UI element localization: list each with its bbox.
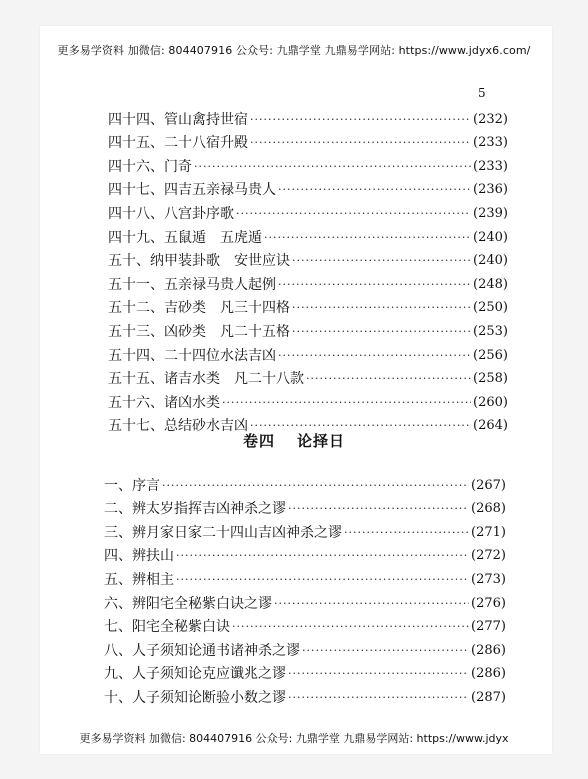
toc-entry-title: 辨阳宅全秘紫白诀之谬: [132, 595, 272, 612]
toc-leader-dots: [344, 525, 469, 541]
toc-entry-page: (239): [473, 205, 508, 221]
toc-entry-title: 凶砂类 凡二十五格: [164, 323, 290, 340]
toc-entry[interactable]: [104, 659, 506, 683]
toc-entry-page: (236): [473, 182, 508, 198]
toc-entry-title: 辨太岁指挥吉凶神杀之谬: [132, 501, 286, 518]
toc-entry-page: (286): [471, 666, 506, 682]
toc-entry-title: 人子须知论断验小数之谬: [132, 689, 286, 706]
toc-entry-page: (286): [471, 642, 506, 658]
toc-entry[interactable]: [104, 564, 506, 588]
toc-entry-number: 五十三、: [108, 323, 164, 340]
toc-entry-title: 八宫卦序歌: [164, 205, 234, 222]
toc-entry-number: 五十七、: [108, 418, 164, 435]
toc-entry-title: 人子须知论通书诸神杀之谬: [132, 642, 300, 659]
toc-entry[interactable]: [104, 682, 506, 706]
toc-entry-page: (287): [471, 689, 506, 705]
toc-entry-page: (276): [471, 595, 506, 611]
toc-entry[interactable]: [108, 222, 508, 246]
toc-entry-number: 五十、: [108, 253, 150, 270]
toc-entry-page: (233): [473, 135, 508, 151]
toc-entry-title: 二十八宿升殿: [164, 135, 248, 152]
toc-leader-dots: [176, 572, 469, 588]
toc-leader-dots: [288, 501, 469, 517]
toc-entry-number: 五十六、: [108, 394, 164, 411]
toc-entry[interactable]: [104, 541, 506, 565]
toc-entry-title: 辨扶山: [132, 548, 174, 565]
toc-entry-number: 四十八、: [108, 205, 164, 222]
toc-entry[interactable]: [108, 104, 508, 128]
toc-leader-dots: [250, 112, 471, 128]
toc-entry-number: 五、: [104, 571, 132, 588]
toc-entry-page: (267): [471, 477, 506, 493]
toc-leader-dots: [302, 643, 469, 659]
toc-entry[interactable]: [104, 588, 506, 612]
toc-entry-number: 六、: [104, 595, 132, 612]
toc-entry-page: (233): [473, 158, 508, 174]
toc-leader-dots: [278, 348, 471, 364]
toc-entry-page: (250): [473, 300, 508, 316]
section-name: 论择日: [297, 432, 346, 450]
toc-entry-title: 二十四位水法吉凶: [164, 347, 276, 364]
toc-entry-title: 序言: [132, 477, 160, 494]
toc-entry[interactable]: [108, 128, 508, 152]
toc-entry[interactable]: [108, 246, 508, 270]
toc-entry[interactable]: [108, 364, 508, 388]
toc-entry-title: 人子须知论克应谶兆之谬: [132, 666, 286, 683]
toc-leader-dots: [292, 300, 471, 316]
toc-leader-dots: [162, 478, 469, 494]
footer-promo-text: 更多易学资料 加微信: 804407916 公众号: 九鼎学堂 九鼎易学网站: https://www.jdyx: [79, 732, 509, 745]
toc-entry[interactable]: [108, 316, 508, 340]
toc-entry[interactable]: [108, 387, 508, 411]
toc-entry-page: (260): [473, 394, 508, 410]
toc-entry-number: 二、: [104, 501, 132, 518]
toc-entry-title: 门奇: [164, 158, 192, 175]
toc-entry-title: 辨相主: [132, 571, 174, 588]
toc-entry-title: 诸凶水类: [164, 394, 220, 411]
toc-entry-page: (268): [471, 501, 506, 517]
toc-entry-page: (258): [473, 371, 508, 387]
toc-entry-title: 四吉五亲禄马贵人: [164, 182, 276, 199]
toc-entry-title: 诸吉水类 凡二十八款: [164, 371, 304, 388]
page-number: 5: [478, 86, 486, 100]
toc-entry-page: (271): [471, 524, 506, 540]
toc-entry-title: 管山禽持世宿: [164, 111, 248, 128]
toc-entry-number: 三、: [104, 524, 132, 541]
toc-leader-dots: [250, 135, 471, 151]
toc-entry-number: 四十五、: [108, 135, 164, 152]
toc-entry-title: 五亲禄马贵人起例: [164, 276, 276, 293]
toc-entry[interactable]: [108, 198, 508, 222]
header-promo-text: 更多易学资料 加微信: 804407916 公众号: 九鼎学堂 九鼎易学网站: https://www.jdyx6.com/: [57, 44, 531, 57]
toc-entry-number: 五十一、: [108, 276, 164, 293]
toc-entry-title: 阳宅全秘紫白诀: [132, 619, 230, 636]
toc-entry-page: (240): [473, 253, 508, 269]
toc-entry-number: 四、: [104, 548, 132, 565]
toc-entry-number: 七、: [104, 619, 132, 636]
toc-leader-dots: [278, 182, 471, 198]
toc-entry-number: 四十九、: [108, 229, 164, 246]
toc-leader-dots: [306, 371, 471, 387]
toc-list-part2: [104, 470, 506, 706]
toc-entry-page: (256): [473, 347, 508, 363]
toc-entry[interactable]: [108, 175, 508, 199]
toc-entry-page: (240): [473, 229, 508, 245]
toc-entry-title: 总结砂水吉凶: [164, 418, 248, 435]
toc-leader-dots: [292, 253, 471, 269]
toc-entry-page: (277): [471, 619, 506, 635]
toc-entry-number: 四十七、: [108, 182, 164, 199]
toc-entry-number: 九、: [104, 666, 132, 683]
toc-leader-dots: [288, 666, 469, 682]
toc-leader-dots: [278, 277, 471, 293]
toc-entry[interactable]: [104, 494, 506, 518]
toc-entry-number: 四十六、: [108, 158, 164, 175]
toc-entry-page: (273): [471, 571, 506, 587]
toc-entry-page: (253): [473, 323, 508, 339]
toc-entry-page: (232): [473, 111, 508, 127]
toc-entry[interactable]: [108, 340, 508, 364]
toc-entry[interactable]: [104, 470, 506, 494]
toc-entry-number: 一、: [104, 477, 132, 494]
toc-entry-page: (272): [471, 548, 506, 564]
toc-entry-title: 吉砂类 凡三十四格: [164, 300, 290, 317]
toc-leader-dots: [232, 619, 469, 635]
toc-entry-number: 五十四、: [108, 347, 164, 364]
toc-leader-dots: [236, 206, 471, 222]
toc-entry-number: 五十二、: [108, 300, 164, 317]
section-volume: 卷四: [242, 432, 275, 450]
toc-entry[interactable]: [108, 151, 508, 175]
toc-entry-number: 十、: [104, 689, 132, 706]
toc-leader-dots: [194, 159, 471, 175]
toc-leader-dots: [288, 690, 469, 706]
toc-entry-title: 纳甲装卦歌 安世应诀: [150, 253, 290, 270]
toc-entry[interactable]: [108, 293, 508, 317]
toc-entry[interactable]: [104, 635, 506, 659]
toc-entry[interactable]: [108, 269, 508, 293]
toc-leader-dots: [222, 395, 471, 411]
toc-entry-title: 辨月家日家二十四山吉凶神杀之谬: [132, 524, 342, 541]
toc-leader-dots: [274, 596, 469, 612]
toc-leader-dots: [264, 230, 471, 246]
toc-entry[interactable]: [104, 517, 506, 541]
toc-leader-dots: [176, 548, 469, 564]
toc-entry[interactable]: [104, 612, 506, 636]
toc-entry-page: (264): [473, 418, 508, 434]
toc-entry-number: 四十四、: [108, 111, 164, 128]
toc-entry-number: 五十五、: [108, 371, 164, 388]
toc-entry-page: (248): [473, 276, 508, 292]
toc-entry-number: 八、: [104, 642, 132, 659]
toc-list-part1: [108, 104, 508, 434]
toc-leader-dots: [292, 324, 471, 340]
section-heading: [0, 430, 588, 451]
toc-entry-title: 五鼠遁 五虎遁: [164, 229, 262, 246]
